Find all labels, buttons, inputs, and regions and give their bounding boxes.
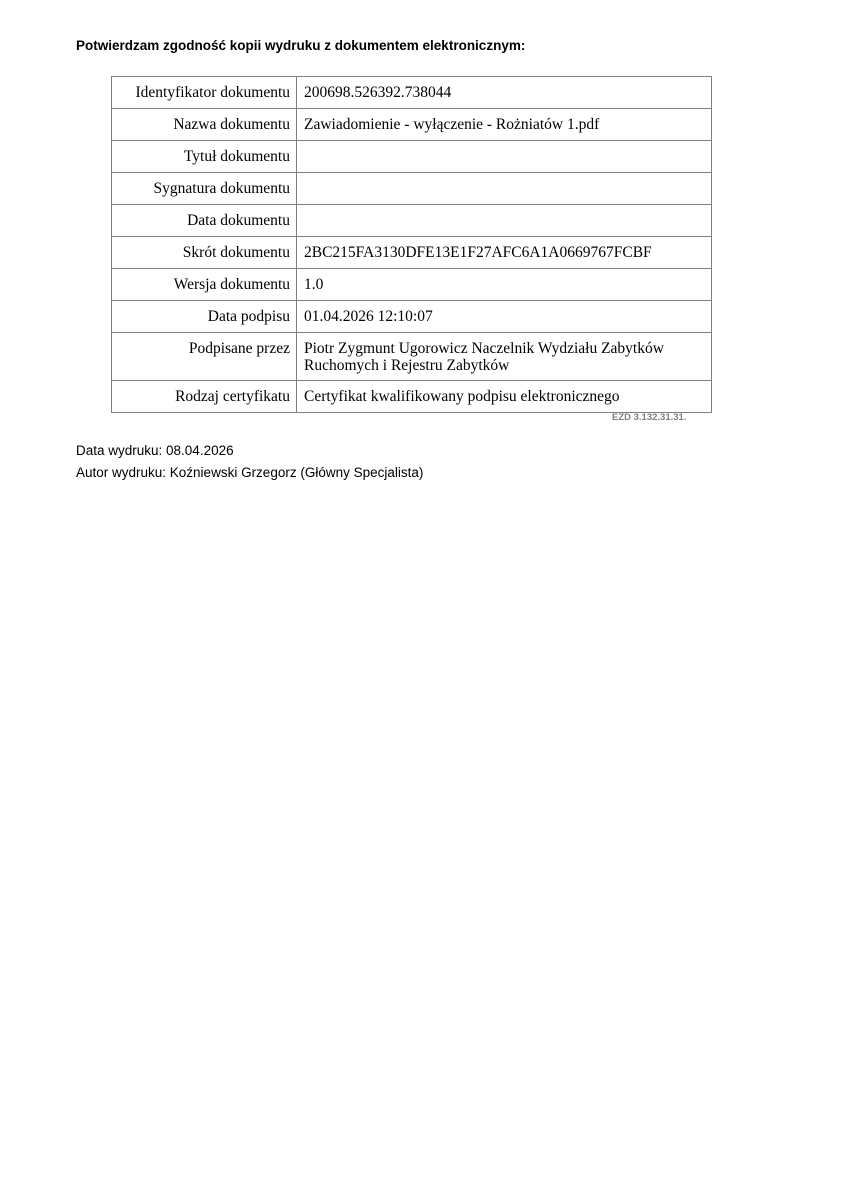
row-value: Piotr Zygmunt Ugorowicz Naczelnik Wydziału Zabytków Ruchomych i Rejestru Zabytków — [297, 333, 712, 381]
table-row — [112, 333, 712, 381]
row-label: Tytuł dokumentu — [112, 141, 297, 173]
row-label: Data dokumentu — [112, 205, 297, 237]
row-label: Data podpisu — [112, 301, 297, 333]
table-row — [112, 109, 712, 141]
row-value — [297, 173, 712, 205]
row-value: 2BC215FA3130DFE13E1F27AFC6A1A0669767FCBF — [297, 237, 712, 269]
confirmation-header: Potwierdzam zgodność kopii wydruku z dokumentem elektronicznym: — [76, 38, 526, 53]
row-label: Skrót dokumentu — [112, 237, 297, 269]
row-value: 1.0 — [297, 269, 712, 301]
print-date: Data wydruku: 08.04.2026 — [76, 443, 234, 458]
row-label: Wersja dokumentu — [112, 269, 297, 301]
table-row — [112, 141, 712, 173]
row-value: 01.04.2026 12:10:07 — [297, 301, 712, 333]
document-metadata-table — [111, 76, 712, 413]
table-row — [112, 205, 712, 237]
row-label: Rodzaj certyfikatu — [112, 381, 297, 413]
row-value: 200698.526392.738044 — [297, 77, 712, 109]
row-label: Identyfikator dokumentu — [112, 77, 297, 109]
table-row — [112, 237, 712, 269]
table-row — [112, 301, 712, 333]
row-label: Nazwa dokumentu — [112, 109, 297, 141]
ezd-version: EZD 3.132.31.31. — [612, 412, 687, 423]
row-value — [297, 205, 712, 237]
table-row — [112, 173, 712, 205]
row-value: Zawiadomienie - wyłączenie - Rożniatów 1.pdf — [297, 109, 712, 141]
row-value: Certyfikat kwalifikowany podpisu elektronicznego — [297, 381, 712, 413]
row-value — [297, 141, 712, 173]
table-row — [112, 269, 712, 301]
print-author: Autor wydruku: Koźniewski Grzegorz (Główny Specjalista) — [76, 465, 424, 480]
table-row — [112, 77, 712, 109]
table-row — [112, 381, 712, 413]
row-label: Podpisane przez — [112, 333, 297, 381]
row-label: Sygnatura dokumentu — [112, 173, 297, 205]
